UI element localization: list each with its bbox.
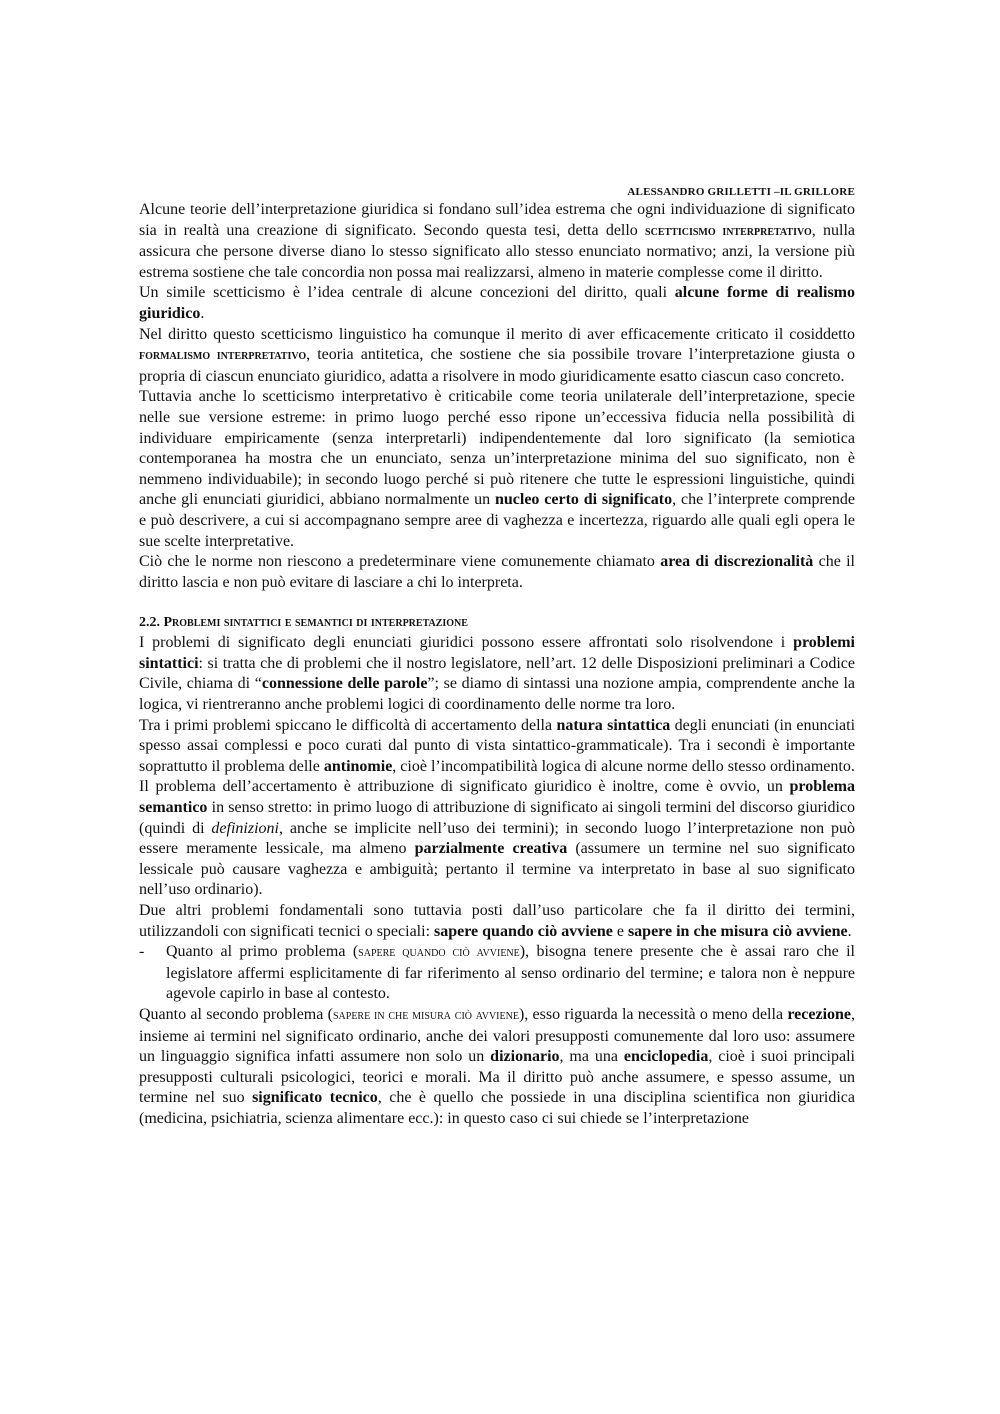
header-author: ALESSANDRO GRILLETTI bbox=[627, 186, 772, 198]
paragraph-6: I problemi di significato degli enunciati giuridici possono essere affrontati solo risolvendone i problemi sintattici: si tratta che di problemi che il nostro legislatore, nell’art. 12 delle Disposizioni preliminari a Codice Civile, chiama di “connessione delle parole”; se diamo di sintassi una nozione ampia, comprendente anche la logica, vi rientreranno anche problemi logici di coordinamento delle norme tra loro. bbox=[139, 634, 855, 714]
section-title: Problemi sintattici e semantici di interpretazione bbox=[163, 615, 468, 631]
running-header bbox=[139, 186, 855, 198]
header-site: IL GRILLORE bbox=[779, 186, 855, 198]
document-page bbox=[139, 186, 855, 1130]
paragraph-2: Un simile scetticismo è l’idea centrale di alcune concezioni del diritto, quali alcune forme di realismo giuridico. bbox=[139, 284, 855, 322]
term-discrezionalita: area di discrezionalità bbox=[660, 553, 814, 571]
paragraph-4: Tuttavia anche lo scetticismo interpretativo è criticabile come teoria unilaterale dell’interpretazione, specie nelle sue versione estreme: in primo luogo perché esso ripone un’eccessiva fiducia nella possibilità di individuare empiricamente (senza interpretarli) indipendentemente dal loro significato (la semiotica contemporanea ha mostra che un enunciato, senza un’interpretazione minima del suo significato, non è nemmeno individuabile); in secondo luogo perché si può ritenere che tutte le espressioni linguistiche, quindi anche gli enunciati giuridici, abbiano normalmente un nucleo certo di significato, che l’interprete comprende e può descrivere, a cui si accompagnano sempre aree di vaghezza e incertezza, riguardo alle quali egli opera le sue scelte interpretative. bbox=[139, 388, 856, 550]
paragraph-3: Nel diritto questo scetticismo linguistico ha comunque il merito di aver efficacemente criticato il cosiddetto formalismo interpretativo, teoria antitetica, che sostiene che sia possibile trovare l’interpretazione giusta o propria di ciascun enunciato giuridico, adatta a risolvere in modo giuridicamente esatto ciascun caso concreto. bbox=[139, 325, 855, 385]
term-realismo: alcune forme di realismo giuridico bbox=[139, 284, 855, 322]
section-heading: 2.2. Problemi sintattici e semantici di interpretazione bbox=[139, 615, 468, 631]
paragraph-5: Ciò che le norme non riescono a predeterminare viene comunemente chiamato area di discrezionalità che il diritto lascia e non può evitare di lasciare a chi lo interpreta. bbox=[139, 553, 856, 591]
paragraph-9: Due altri problemi fondamentali sono tuttavia posti dall’uso particolare che fa il diritto dei termini, utilizzandoli con significati tecnici o speciali: sapere quando ciò avviene e sapere in che misura ciò avviene. bbox=[139, 902, 855, 940]
list-dash: - bbox=[139, 943, 145, 961]
paragraph-10: Quanto al secondo problema (sapere in che misura ciò avviene), esso riguarda la necessità o meno della recezione, insieme ai termini nel significato ordinario, anche dei valori presupposti comunemente dal loro uso: assumere un linguaggio significa infatti assumere non solo un dizionario, ma una enciclopedia, cioè i suoi principali presupposti culturali psicologici, teorici e morali. Ma il diritto può anche assumere, e spesso assume, un termine nel suo significato tecnico, che è quello che possiede in una disciplina scientifica non giuridica (medicina, psichiatria, scienza alimentare ecc.): in questo caso ci sui chiede se l’interpretazione bbox=[139, 1005, 856, 1127]
paragraph-1: Alcune teorie dell’interpretazione giuridica si fondano sull’idea estrema che ogni individuazione di significato sia in realtà una creazione di significato. Secondo questa tesi, detta dello scetticismo interpretativo, nulla assicura che persone diverse diano lo stesso significato allo stesso enunciato normativo; anzi, la versione più estrema sostiene che tale concordia non possa mai realizzarsi, almeno in materie complesse come il diritto. bbox=[139, 201, 855, 281]
paragraph-7: Tra i primi problemi spiccano le difficoltà di accertamento della natura sintattica degli enunciati (in enunciati spesso assai complessi e poco curati dal punto di vista sintattico-grammaticale). Tra i secondi è importante soprattutto il problema delle antinomie, cioè l’incompatibilità logica di alcune norme dello stesso ordinamento. bbox=[139, 716, 856, 775]
header-separator: – bbox=[771, 186, 780, 198]
term-scetticismo: scetticismo interpretativo bbox=[645, 223, 812, 239]
term-nucleo: nucleo certo di significato bbox=[494, 491, 673, 509]
term-formalismo: formalismo interpretativo bbox=[139, 348, 307, 364]
list-item: - Quanto al primo problema (sapere quando ciò avviene), bisogna tenere presente che è assai raro che il legislatore affermi esplicitamente di far riferimento al senso ordinario del termine; e talora non è neppure agevole capirlo in base al contesto. bbox=[139, 942, 855, 1005]
paragraph-8: Il problema dell’accertamento è attribuzione di significato giuridico è inoltre, come è ovvio, un problema semantico in senso stretto: in primo luogo di attribuzione di significato ai singoli termini del discorso giuridico (quindi di definizioni, anche se implicite nell’uso dei termini); in secondo luogo l’interpretazione non può essere meramente lessicale, ma almeno parzialmente creativa (assumere un termine nel suo significato lessicale può causare vaghezza e ambiguità; pertanto il termine va interpretato in base al suo significato nell’uso ordinario). bbox=[139, 778, 855, 899]
